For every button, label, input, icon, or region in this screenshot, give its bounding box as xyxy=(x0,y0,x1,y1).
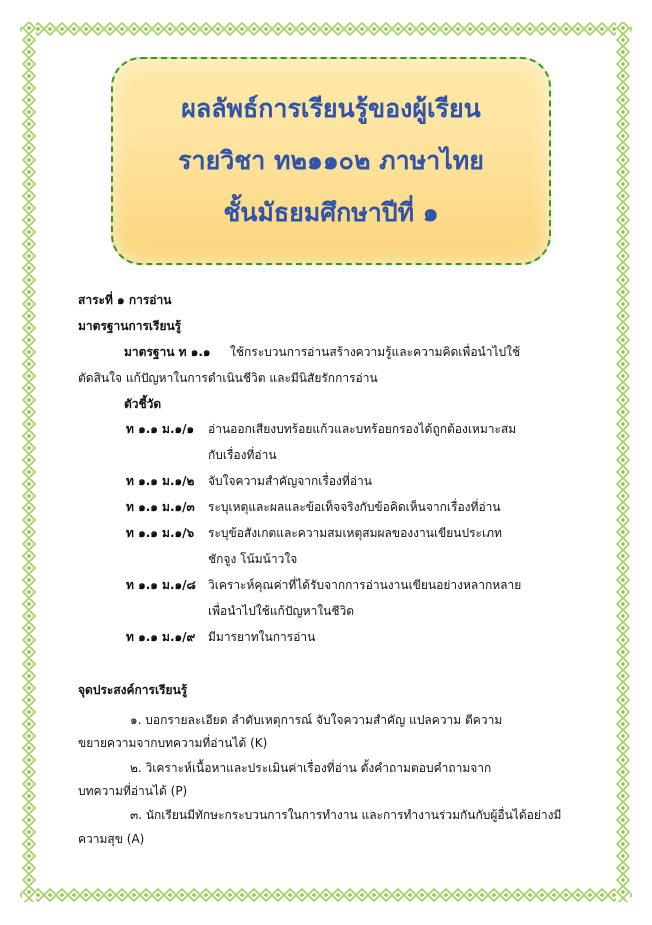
standard-text-2: ตัดสินใจ แก้ปัญหาในการดำเนินชีวิต และมีนิสัยรักการอ่าน xyxy=(78,371,378,385)
page-border-left xyxy=(22,22,36,902)
indicator-code: ท ๑.๑ ม.๑/๓ xyxy=(126,500,195,514)
indicator-text-continued: เพื่อนำไปใช้แก้ปัญหาในชีวิต xyxy=(208,604,355,618)
title-box xyxy=(111,57,551,265)
indicator-text-continued: กับเรื่องที่อ่าน xyxy=(208,448,277,462)
objective-item-line-2: บทความที่อ่านได้ (P) xyxy=(78,784,188,798)
indicator-code: ท ๑.๑ ม.๑/๖ xyxy=(126,526,195,540)
page-border-top xyxy=(20,22,632,36)
indicator-code: ท ๑.๑ ม.๑/๒ xyxy=(126,474,195,488)
objective-item-line-2: ความสุข (A) xyxy=(78,832,145,846)
indicator-text: อ่านออกเสียงบทร้อยแก้วและบทร้อยกรองได้ถูกต้องเหมาะสม xyxy=(208,422,517,436)
standards-heading: มาตรฐานการเรียนรู้ xyxy=(78,319,182,333)
standard-label: มาตรฐาน ท ๑.๑ xyxy=(124,345,211,359)
title-line-1: ผลลัพธ์การเรียนรู้ของผู้เรียน xyxy=(181,94,481,123)
indicator-text: ระบุข้อสังเกตและความสมเหตุสมผลของงานเขียนประเภท xyxy=(208,526,502,540)
page-border-right xyxy=(616,22,630,902)
indicator-code: ท ๑.๑ ม.๑/๑ xyxy=(126,422,195,436)
indicator-text: จับใจความสำคัญจากเรื่องที่อ่าน xyxy=(208,474,372,488)
indicator-text: มีมารยาทในการอ่าน xyxy=(208,630,316,644)
indicator-text-continued: ชักจูง โน้มน้าวใจ xyxy=(208,552,298,566)
objective-item-line-1: ๓. นักเรียนมีทักษะกระบวนการในการทำงาน และการทำงานร่วมกันกับผู้อื่นได้อย่างมี xyxy=(130,808,562,822)
indicator-code: ท ๑.๑ ม.๑/๘ xyxy=(126,578,196,592)
indicator-text: ระบุเหตุและผลและข้อเท็จจริงกับข้อคิดเห็นจากเรื่องที่อ่าน xyxy=(208,500,501,514)
indicator-text: วิเคราะห์คุณค่าที่ได้รับจากการอ่านงานเขียนอย่างหลากหลาย xyxy=(208,578,522,592)
standard-text-1: ใช้กระบวนการอ่านสร้างความรู้และความคิดเพื่อนำไปใช้ xyxy=(230,345,521,359)
objective-item-line-1: ๒. วิเคราะห์เนื้อหาและประเมินค่าเรื่องที่อ่าน ตั้งคำถามตอบคำถามจาก xyxy=(130,761,492,775)
title-line-2: รายวิชา ท๒๑๑๐๒ ภาษาไทย xyxy=(178,146,484,175)
objective-item-line-1: ๑. บอกรายละเอียด ลำดับเหตุการณ์ จับใจความสำคัญ แปลความ ตีความ xyxy=(130,713,503,727)
objective-item-line-2: ขยายความจากบทความที่อ่านได้ (K) xyxy=(78,736,268,750)
title-line-3: ชั้นมัธยมศึกษาปีที่ ๑ xyxy=(223,198,439,227)
indicator-code: ท ๑.๑ ม.๑/๙ xyxy=(126,630,196,644)
page-border-bottom xyxy=(20,888,632,902)
indicators-heading: ตัวชี้วัด xyxy=(124,397,162,411)
strand-heading: สาระที่ ๑ การอ่าน xyxy=(78,293,172,307)
objectives-heading: จุดประสงค์การเรียนรู้ xyxy=(78,683,188,697)
